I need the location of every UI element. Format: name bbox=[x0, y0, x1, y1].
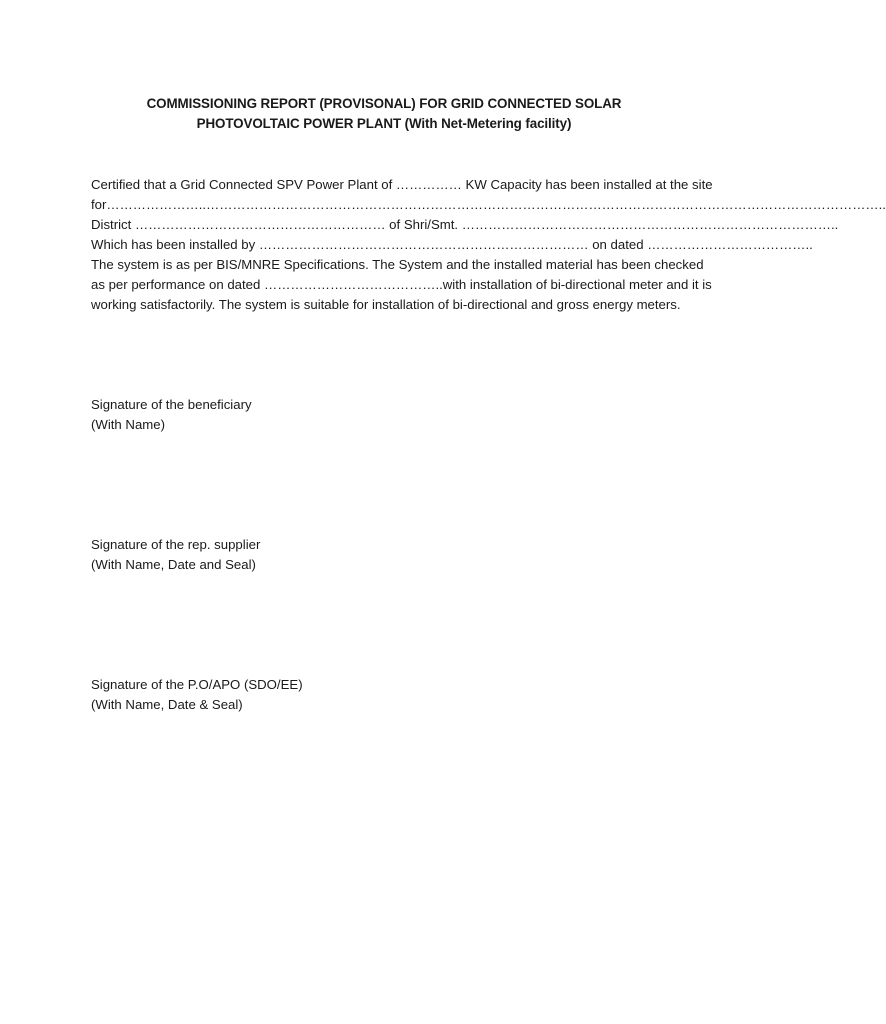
title-line-2: PHOTOVOLTAIC POWER PLANT (With Net-Metering facility) bbox=[196, 116, 572, 131]
signature-detail: (With Name, Date and Seal) bbox=[91, 557, 256, 572]
signature-detail: (With Name, Date & Seal) bbox=[91, 697, 243, 712]
title-line-1: COMMISSIONING REPORT (PROVISONAL) FOR GRID CONNECTED SOLAR bbox=[146, 96, 622, 111]
paragraph-line: as per performance on dated …………………………………..with installation of bi-directional meter and it is bbox=[91, 277, 712, 292]
paragraph-line: District ………………………………………………… of Shri/Smt. ………………………………………………………………………….. bbox=[91, 217, 839, 232]
signature-label: Signature of the rep. supplier bbox=[91, 537, 261, 552]
officer-signature-block bbox=[91, 675, 303, 715]
signature-label: Signature of the P.O/APO (SDO/EE) bbox=[91, 677, 303, 692]
paragraph-line: Certified that a Grid Connected SPV Power Plant of …………… KW Capacity has been installed at the site bbox=[91, 177, 713, 192]
signature-label: Signature of the beneficiary bbox=[91, 397, 252, 412]
supplier-signature-block bbox=[91, 535, 260, 575]
paragraph-line: The system is as per BIS/MNRE Specifications. The System and the installed material has been checked bbox=[91, 257, 704, 272]
certification-paragraph bbox=[91, 175, 886, 315]
paragraph-line: working satisfactorily. The system is suitable for installation of bi-directional and gross energy meters. bbox=[91, 297, 681, 312]
paragraph-line: Which has been installed by ………………………………………………………………… on dated ……………………………….. bbox=[91, 237, 813, 252]
paragraph-line: for…………………..……………………………………………………………………………………………………………………………………….. bbox=[91, 197, 886, 212]
document-title bbox=[0, 94, 768, 134]
signature-detail: (With Name) bbox=[91, 417, 165, 432]
beneficiary-signature-block bbox=[91, 395, 252, 435]
